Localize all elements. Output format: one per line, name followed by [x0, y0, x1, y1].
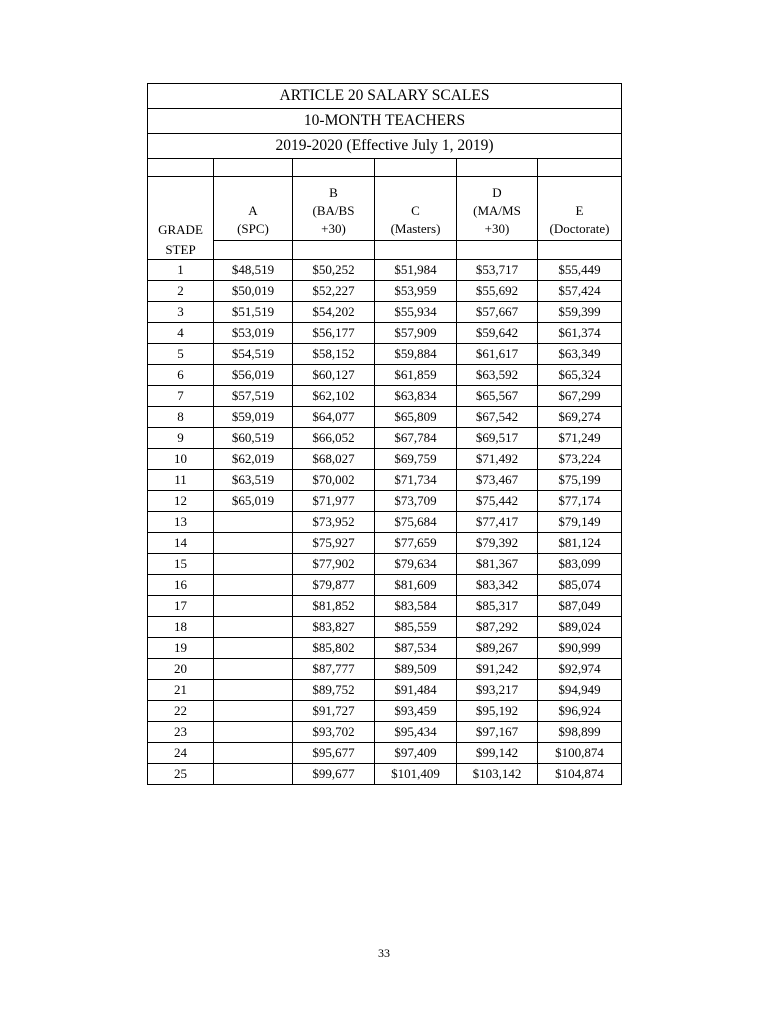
step-cell: 9	[148, 428, 214, 449]
salary-cell: $77,659	[375, 533, 457, 554]
salary-cell: $64,077	[293, 407, 375, 428]
column-header-line: +30)	[484, 221, 510, 236]
salary-cell: $73,952	[293, 512, 375, 533]
salary-cell: $79,392	[457, 533, 538, 554]
column-header-line: (Doctorate)	[549, 221, 610, 236]
step-cell: 23	[148, 722, 214, 743]
salary-cell: $63,834	[375, 386, 457, 407]
salary-cell: $48,519	[214, 260, 293, 281]
salary-cell: $77,902	[293, 554, 375, 575]
salary-cell	[214, 659, 293, 680]
salary-cell	[214, 722, 293, 743]
salary-cell	[214, 764, 293, 785]
salary-cell: $87,292	[457, 617, 538, 638]
salary-cell	[214, 701, 293, 722]
column-header	[293, 177, 375, 241]
salary-cell: $65,809	[375, 407, 457, 428]
salary-cell: $57,424	[538, 281, 622, 302]
step-cell: 16	[148, 575, 214, 596]
step-cell: 8	[148, 407, 214, 428]
table-row	[148, 365, 622, 386]
table-row	[148, 449, 622, 470]
table-row	[148, 323, 622, 344]
salary-cell: $99,677	[293, 764, 375, 785]
salary-cell	[214, 638, 293, 659]
table-row	[148, 533, 622, 554]
salary-cell: $87,777	[293, 659, 375, 680]
salary-cell: $96,924	[538, 701, 622, 722]
table-row	[148, 743, 622, 764]
salary-cell: $59,399	[538, 302, 622, 323]
salary-cell: $73,467	[457, 470, 538, 491]
salary-cell: $81,367	[457, 554, 538, 575]
column-header-line: A	[248, 203, 258, 218]
salary-cell: $67,299	[538, 386, 622, 407]
salary-cell: $98,899	[538, 722, 622, 743]
salary-cell: $97,409	[375, 743, 457, 764]
table-row	[148, 428, 622, 449]
step-cell: 2	[148, 281, 214, 302]
table-row	[148, 701, 622, 722]
salary-cell: $59,019	[214, 407, 293, 428]
step-cell: 18	[148, 617, 214, 638]
table-row	[148, 617, 622, 638]
salary-cell: $91,484	[375, 680, 457, 701]
salary-cell: $94,949	[538, 680, 622, 701]
table-row	[148, 512, 622, 533]
salary-cell: $58,152	[293, 344, 375, 365]
salary-cell: $51,984	[375, 260, 457, 281]
salary-cell: $71,734	[375, 470, 457, 491]
step-cell: 19	[148, 638, 214, 659]
salary-cell: $71,492	[457, 449, 538, 470]
salary-cell: $79,149	[538, 512, 622, 533]
salary-cell: $57,909	[375, 323, 457, 344]
salary-cell: $57,667	[457, 302, 538, 323]
column-header	[457, 177, 538, 241]
step-cell: 15	[148, 554, 214, 575]
salary-cell: $67,542	[457, 407, 538, 428]
salary-cell: $68,027	[293, 449, 375, 470]
salary-cell: $54,519	[214, 344, 293, 365]
salary-cell: $53,959	[375, 281, 457, 302]
salary-cell: $63,519	[214, 470, 293, 491]
salary-cell: $85,559	[375, 617, 457, 638]
salary-cell: $50,019	[214, 281, 293, 302]
salary-cell: $90,999	[538, 638, 622, 659]
salary-cell: $69,517	[457, 428, 538, 449]
grade-label: GRADE	[148, 177, 214, 241]
salary-cell: $85,802	[293, 638, 375, 659]
salary-cell: $89,267	[457, 638, 538, 659]
table-row	[148, 638, 622, 659]
salary-cell: $53,717	[457, 260, 538, 281]
step-cell: 17	[148, 596, 214, 617]
step-label-row	[148, 241, 622, 260]
salary-cell: $93,459	[375, 701, 457, 722]
salary-cell	[214, 743, 293, 764]
salary-cell: $87,049	[538, 596, 622, 617]
salary-cell: $81,609	[375, 575, 457, 596]
salary-cell: $62,019	[214, 449, 293, 470]
salary-cell: $75,199	[538, 470, 622, 491]
salary-cell: $55,934	[375, 302, 457, 323]
salary-cell: $71,249	[538, 428, 622, 449]
salary-cell: $55,692	[457, 281, 538, 302]
step-cell: 6	[148, 365, 214, 386]
column-header-line: (BA/BS	[312, 203, 355, 218]
step-cell: 5	[148, 344, 214, 365]
column-header-row	[148, 177, 622, 241]
salary-cell: $89,509	[375, 659, 457, 680]
salary-cell: $83,827	[293, 617, 375, 638]
table-row	[148, 659, 622, 680]
salary-cell	[214, 617, 293, 638]
table-row	[148, 680, 622, 701]
salary-cell: $83,099	[538, 554, 622, 575]
table-row	[148, 470, 622, 491]
table-row	[148, 596, 622, 617]
salary-cell: $50,252	[293, 260, 375, 281]
column-header-line: +30)	[321, 221, 346, 236]
column-header-line: C	[411, 203, 420, 218]
salary-cell: $51,519	[214, 302, 293, 323]
salary-cell: $104,874	[538, 764, 622, 785]
salary-cell: $101,409	[375, 764, 457, 785]
column-header	[375, 177, 457, 241]
step-cell: 11	[148, 470, 214, 491]
table-row	[148, 722, 622, 743]
salary-cell: $73,224	[538, 449, 622, 470]
salary-cell: $73,709	[375, 491, 457, 512]
page-number: 33	[378, 946, 390, 960]
salary-cell: $83,584	[375, 596, 457, 617]
step-cell: 22	[148, 701, 214, 722]
step-cell: 3	[148, 302, 214, 323]
salary-cell: $95,192	[457, 701, 538, 722]
salary-cell: $61,859	[375, 365, 457, 386]
table-row	[148, 554, 622, 575]
salary-cell: $79,877	[293, 575, 375, 596]
salary-cell: $89,752	[293, 680, 375, 701]
table-period: 2019-2020 (Effective July 1, 2019)	[148, 134, 622, 159]
column-header	[214, 177, 293, 241]
salary-cell: $81,124	[538, 533, 622, 554]
salary-cell: $57,519	[214, 386, 293, 407]
salary-cell: $77,417	[457, 512, 538, 533]
step-cell: 20	[148, 659, 214, 680]
salary-cell: $70,002	[293, 470, 375, 491]
salary-cell: $103,142	[457, 764, 538, 785]
step-cell: 12	[148, 491, 214, 512]
table-row	[148, 302, 622, 323]
salary-cell: $85,317	[457, 596, 538, 617]
salary-cell: $100,874	[538, 743, 622, 764]
salary-cell: $54,202	[293, 302, 375, 323]
salary-cell	[214, 554, 293, 575]
salary-cell: $93,702	[293, 722, 375, 743]
salary-cell: $59,884	[375, 344, 457, 365]
table-row	[148, 260, 622, 281]
table-row	[148, 491, 622, 512]
salary-cell: $95,434	[375, 722, 457, 743]
step-cell: 7	[148, 386, 214, 407]
salary-cell: $75,442	[457, 491, 538, 512]
salary-cell: $99,142	[457, 743, 538, 764]
table-row	[148, 281, 622, 302]
salary-cell	[214, 680, 293, 701]
salary-cell: $65,567	[457, 386, 538, 407]
step-cell: 4	[148, 323, 214, 344]
salary-cell: $63,592	[457, 365, 538, 386]
salary-cell: $61,617	[457, 344, 538, 365]
salary-cell: $53,019	[214, 323, 293, 344]
table-row	[148, 344, 622, 365]
step-cell: 1	[148, 260, 214, 281]
step-label: STEP	[148, 241, 214, 260]
column-header-line: E	[575, 203, 584, 218]
salary-cell	[214, 575, 293, 596]
column-header-line: (Masters)	[390, 221, 441, 236]
salary-cell: $60,127	[293, 365, 375, 386]
salary-cell: $56,177	[293, 323, 375, 344]
salary-cell: $52,227	[293, 281, 375, 302]
salary-cell	[214, 596, 293, 617]
salary-cell: $65,019	[214, 491, 293, 512]
column-header-line: B	[329, 185, 338, 200]
table-row	[148, 407, 622, 428]
table-subtitle: 10-MONTH TEACHERS	[148, 109, 622, 134]
salary-cell: $69,759	[375, 449, 457, 470]
salary-cell: $62,102	[293, 386, 375, 407]
salary-cell	[214, 512, 293, 533]
salary-cell: $69,274	[538, 407, 622, 428]
step-cell: 25	[148, 764, 214, 785]
step-cell: 13	[148, 512, 214, 533]
step-cell: 24	[148, 743, 214, 764]
salary-cell: $79,634	[375, 554, 457, 575]
salary-cell: $60,519	[214, 428, 293, 449]
salary-table	[147, 83, 622, 785]
salary-cell: $55,449	[538, 260, 622, 281]
salary-cell: $92,974	[538, 659, 622, 680]
table-row	[148, 386, 622, 407]
table-row	[148, 764, 622, 785]
salary-cell: $91,242	[457, 659, 538, 680]
salary-cell: $75,684	[375, 512, 457, 533]
salary-cell: $59,642	[457, 323, 538, 344]
column-header-line: (SPC)	[237, 221, 269, 236]
step-cell: 14	[148, 533, 214, 554]
salary-cell: $66,052	[293, 428, 375, 449]
salary-cell: $97,167	[457, 722, 538, 743]
salary-cell: $56,019	[214, 365, 293, 386]
column-header-line: (MA/MS	[473, 203, 521, 218]
salary-cell: $95,677	[293, 743, 375, 764]
salary-cell: $93,217	[457, 680, 538, 701]
column-header-line: D	[492, 185, 502, 200]
salary-cell: $77,174	[538, 491, 622, 512]
salary-cell: $67,784	[375, 428, 457, 449]
step-cell: 10	[148, 449, 214, 470]
column-header	[538, 177, 622, 241]
blank-row	[148, 159, 622, 177]
salary-cell: $71,977	[293, 491, 375, 512]
salary-cell: $89,024	[538, 617, 622, 638]
table-row	[148, 575, 622, 596]
salary-cell: $63,349	[538, 344, 622, 365]
salary-cell: $65,324	[538, 365, 622, 386]
step-cell: 21	[148, 680, 214, 701]
salary-cell: $91,727	[293, 701, 375, 722]
salary-cell: $87,534	[375, 638, 457, 659]
salary-cell: $75,927	[293, 533, 375, 554]
salary-cell: $85,074	[538, 575, 622, 596]
table-title: ARTICLE 20 SALARY SCALES	[148, 84, 622, 109]
salary-cell: $83,342	[457, 575, 538, 596]
salary-cell	[214, 533, 293, 554]
salary-cell: $61,374	[538, 323, 622, 344]
salary-cell: $81,852	[293, 596, 375, 617]
